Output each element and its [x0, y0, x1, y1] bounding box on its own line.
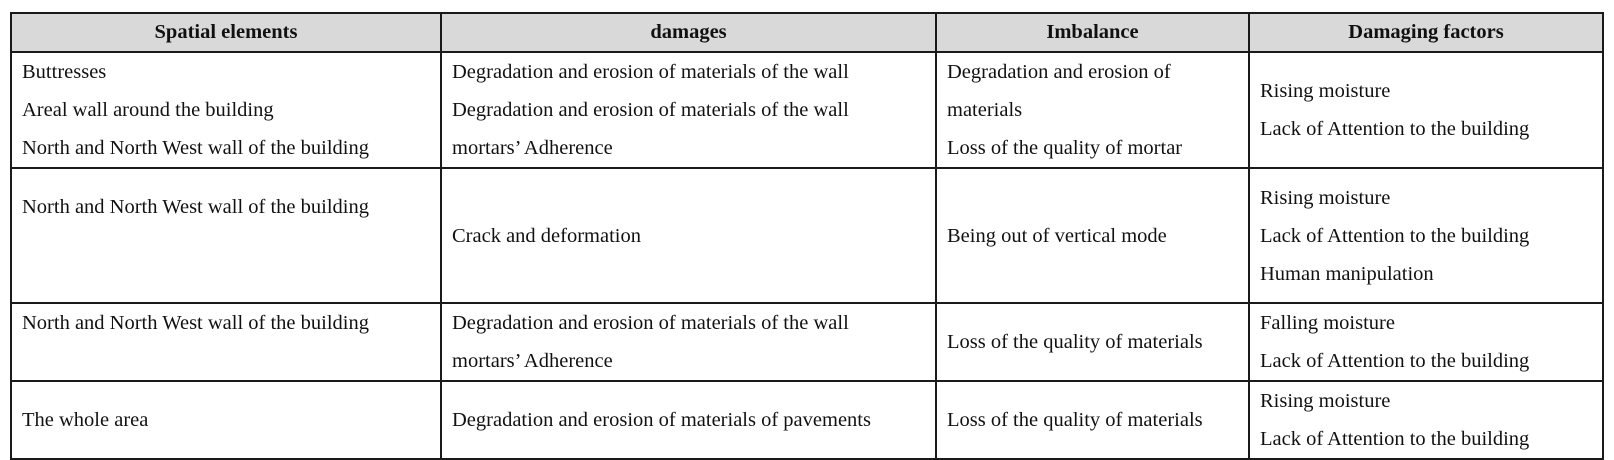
cell-line: Degradation and erosion of materials of pavements	[452, 409, 871, 431]
cell-line: Loss of the quality of materials	[947, 331, 1203, 353]
cell-line: materials	[947, 99, 1023, 121]
cell-line: Being out of vertical mode	[947, 224, 1167, 247]
cell-line: Loss of the quality of mortar	[947, 137, 1183, 159]
damage-table	[10, 12, 1604, 460]
cell-line: mortars’ Adherence	[452, 137, 613, 159]
cell-damages	[441, 303, 936, 381]
cell-line: Falling moisture	[1260, 312, 1395, 334]
cell-line: Lack of Attention to the building	[1260, 350, 1530, 372]
header-spatial-elements: Spatial elements	[11, 13, 441, 52]
cell-line: Loss of the quality of materials	[947, 409, 1203, 431]
cell-line: Rising moisture	[1260, 186, 1391, 209]
cell-damages	[441, 52, 936, 168]
cell-line: Degradation and erosion of	[947, 61, 1171, 83]
cell-line: Lack of Attention to the building	[1260, 118, 1530, 140]
cell-factors	[1249, 303, 1603, 381]
cell-line: North and North West wall of the building	[22, 137, 369, 159]
cell-line: Lack of Attention to the building	[1260, 428, 1530, 450]
cell-factors	[1249, 381, 1603, 459]
cell-line: mortars’ Adherence	[452, 350, 613, 372]
header-row	[11, 13, 1603, 52]
table-row	[11, 381, 1603, 459]
cell-line: Crack and deformation	[452, 224, 641, 247]
cell-imbalance	[936, 168, 1249, 303]
cell-factors	[1249, 52, 1603, 168]
cell-line: Rising moisture	[1260, 80, 1391, 102]
cell-spatial	[11, 303, 441, 381]
cell-imbalance	[936, 303, 1249, 381]
cell-line: Lack of Attention to the building	[1260, 224, 1530, 247]
cell-imbalance	[936, 381, 1249, 459]
header-damages: damages	[441, 13, 936, 52]
cell-line: North and North West wall of the building	[22, 196, 369, 218]
cell-line: Degradation and erosion of materials of the wall	[452, 312, 849, 334]
cell-line: Areal wall around the building	[22, 99, 274, 121]
cell-factors	[1249, 168, 1603, 303]
cell-spatial	[11, 168, 441, 303]
cell-line: Human manipulation	[1260, 262, 1434, 285]
cell-line: Rising moisture	[1260, 390, 1391, 412]
cell-line: Degradation and erosion of materials of the wall	[452, 61, 849, 83]
cell-line: The whole area	[22, 409, 149, 431]
cell-damages	[441, 381, 936, 459]
table-row	[11, 168, 1603, 303]
table-row	[11, 52, 1603, 168]
header-imbalance: Imbalance	[936, 13, 1249, 52]
cell-line: Buttresses	[22, 61, 107, 83]
table-header	[11, 13, 1603, 52]
table-body	[11, 52, 1603, 459]
cell-spatial	[11, 52, 441, 168]
cell-line: North and North West wall of the building	[22, 312, 369, 334]
cell-line: Degradation and erosion of materials of the wall	[452, 99, 849, 121]
cell-spatial	[11, 381, 441, 459]
cell-imbalance	[936, 52, 1249, 168]
table-row	[11, 303, 1603, 381]
cell-damages	[441, 168, 936, 303]
header-damaging-factors: Damaging factors	[1249, 13, 1603, 52]
